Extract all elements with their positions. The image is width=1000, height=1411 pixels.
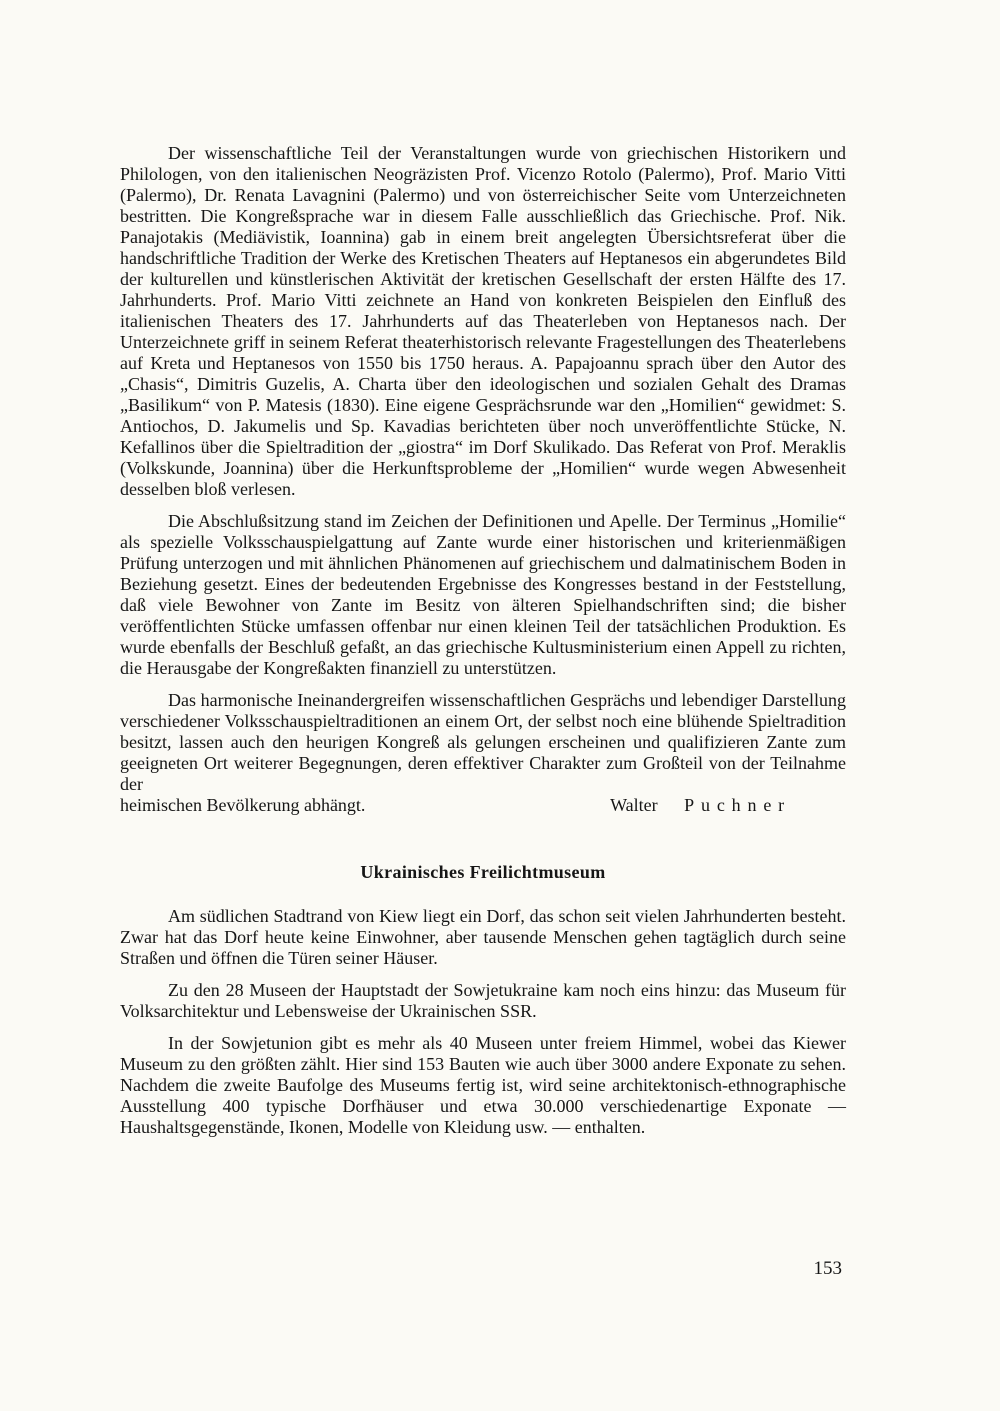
author-first-name: Walter	[610, 795, 658, 815]
author-signature	[610, 795, 846, 816]
section-heading: Ukrainisches Freilichtmuseum	[360, 862, 606, 882]
paragraph-congress-closing: Das harmonische Ineinandergreifen wissenschaftlichen Gesprächs und lebendiger Darstellung verschiedener Volksschauspieltraditionen an einem Ort, der selbst noch eine blühende Spieltradition besitzt, lassen auch den heurigen Kongreß als gelungen erscheinen und qualifizieren Zante zum geeigneten Ort weiterer Begegnungen, deren effektiver Charakter zum Großteil von der Teilnahme der	[120, 690, 846, 794]
paragraph-museum-3: In der Sowjetunion gibt es mehr als 40 Museen unter freiem Himmel, wobei das Kiewer Museum zu den größten zählt. Hier sind 153 Bauten wie auch über 3000 andere Exponate zu sehen. Nachdem die zweite Baufolge des Museums fertig ist, wird seine architektonisch-ethnographische Ausstellung 400 typische Dorfhäuser und etwa 30.000 verschiedenartige Exponate — Haushaltsgegenstände, Ikonen, Modelle von Kleidung usw. — enthalten.	[120, 1033, 846, 1137]
paragraph-congress-1: Der wissenschaftliche Teil der Veranstaltungen wurde von griechischen Historikern und Philologen, von den italienischen Neogräzisten Prof. Vicenzo Rotolo (Palermo), Prof. Mario Vitti (Palermo), Dr. Renata Lavagnini (Palermo) und von österreichischer Seite vom Unterzeichneten bestritten. Die Kongreßsprache war in diesem Falle ausschließlich das Griechische. Prof. Nik. Panajotakis (Mediävistik, Ioannina) gab in einem breit angelegten Übersichtsreferat über die handschriftliche Tradition der Werke des Kretischen Theaters auf Heptanesos ein abgerundetes Bild der kulturellen und künstlerischen Aktivität der kretischen Gesellschaft der ersten Hälfte des 17. Jahrhunderts. Prof. Mario Vitti zeichnete an Hand von konkreten Beispielen den Einfluß des italienischen Theaters des 17. Jahrhunderts auf das Theaterleben von Heptanesos nach. Der Unterzeichnete griff in seinem Referat theaterhistorisch relevante Fragestellungen des Theaterlebens auf Kreta und Heptanesos von 1550 bis 1750 heraus. A. Papajoannu sprach über den Autor des „Chasis“, Dimitris Guzelis, A. Charta über den ideologischen und sozialen Gehalt des Dramas „Basilikum“ von P. Matesis (1830). Eine eigene Gesprächsrunde war den „Homilien“ gewidmet: S. Antiochos, D. Jakumelis und Sp. Kavadias berichteten über noch unveröffentlichte Stücke, N. Kefallinos über die Spieltradition der „giostra“ im Dorf Skulikado. Das Referat von Prof. Meraklis (Volkskunde, Joannina) über die Herkunftsprobleme der „Homilien“ wurde wegen Abwesenheit desselben bloß verlesen.	[120, 143, 846, 499]
author-last-name: Puchner	[684, 795, 791, 815]
text-column	[120, 143, 846, 1138]
closing-line	[120, 795, 846, 816]
paragraph-museum-1: Am südlichen Stadtrand von Kiew liegt ein Dorf, das schon seit vielen Jahrhunderten besteht. Zwar hat das Dorf heute keine Einwohner, aber tausende Menschen gehen tagtäglich durch seine Straßen und öffnen die Türen seiner Häuser.	[120, 906, 846, 968]
paragraph-museum-2: Zu den 28 Museen der Hauptstadt der Sowjetukraine kam noch eins hinzu: das Museum für Volksarchitektur und Lebensweise der Ukrainischen SSR.	[120, 980, 846, 1021]
page-number: 153	[813, 1258, 842, 1279]
paragraph-congress-2: Die Abschlußsitzung stand im Zeichen der Definitionen und Apelle. Der Terminus „Homilie“ als spezielle Volksschauspielgattung auf Zante wurde einer historischen und kriterienmäßigen Prüfung unterzogen und mit ähnlichen Phänomenen auf griechischem und dalmatinischem Boden in Beziehung gesetzt. Eines der bedeutenden Ergebnisse des Kongresses bestand in der Feststellung, daß viele Bewohner von Zante im Besitz von älteren Spielhandschriften sind; die bisher veröffentlichten Stücke umfassen offenbar nur einen kleinen Teil der tatsächlichen Produktion. Es wurde ebenfalls der Beschluß gefaßt, an das griechische Kultusministerium einen Appell zu richten, die Herausgabe der Kongreßakten finanziell zu unterstützen.	[120, 511, 846, 678]
closing-line-text: heimischen Bevölkerung abhängt.	[120, 795, 366, 815]
